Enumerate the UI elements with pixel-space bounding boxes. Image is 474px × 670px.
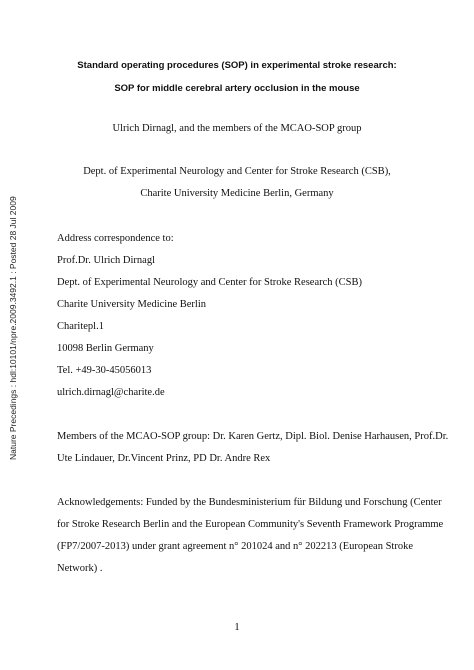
correspondence-heading: Address correspondence to: — [57, 233, 174, 244]
correspondence-line: 10098 Berlin Germany — [57, 343, 154, 354]
acknowledgements-line: Network) . — [57, 563, 103, 574]
correspondence-block — [57, 234, 427, 404]
affiliation-line-1: Dept. of Experimental Neurology and Center for Stroke Research (CSB), — [83, 166, 391, 177]
side-note — [2, 196, 18, 460]
page-number: 1 — [234, 621, 240, 633]
correspondence-line: Prof.Dr. Ulrich Dirnagl — [57, 255, 155, 266]
title-line-2: SOP for middle cerebral artery occlusion in the mouse — [114, 83, 360, 94]
members-block — [57, 431, 449, 472]
correspondence-line: Tel. +49-30-45056013 — [57, 365, 152, 376]
correspondence-line: Charite University Medicine Berlin — [57, 299, 207, 310]
acknowledgements-line: Acknowledgements: Funded by the Bundesministerium für Bildung und Forschung (Center — [57, 497, 442, 508]
acknowledgements-line: (FP7/2007-2013) under grant agreement n° 201024 and n° 202213 (European Stroke — [57, 541, 413, 552]
correspondence-line: Charitepl.1 — [57, 321, 104, 332]
side-note-text: Nature Precedings : hdl:10101/npre.2009.3492.1 : Posted 28 Jul 2009 — [8, 196, 18, 460]
members-line: Members of the MCAO-SOP group: Dr. Karen Gertz, Dipl. Biol. Denise Harhausen, Prof.Dr. — [57, 431, 449, 442]
members-line: Ute Lindauer, Dr.Vincent Prinz, PD Dr. Andre Rex — [57, 453, 271, 464]
acknowledgements-line: for Stroke Research Berlin and the European Community's Seventh Framework Programme — [57, 519, 444, 530]
authors: Ulrich Dirnagl, and the members of the MCAO-SOP group — [112, 123, 362, 134]
correspondence-line: Dept. of Experimental Neurology and Center for Stroke Research (CSB) — [57, 277, 362, 288]
affiliation-line-2: Charite University Medicine Berlin, Germany — [140, 188, 334, 199]
correspondence-email: ulrich.dirnagl@charite.de — [57, 387, 165, 398]
title-line-1: Standard operating procedures (SOP) in experimental stroke research: — [77, 60, 397, 71]
acknowledgements-block — [57, 497, 444, 588]
